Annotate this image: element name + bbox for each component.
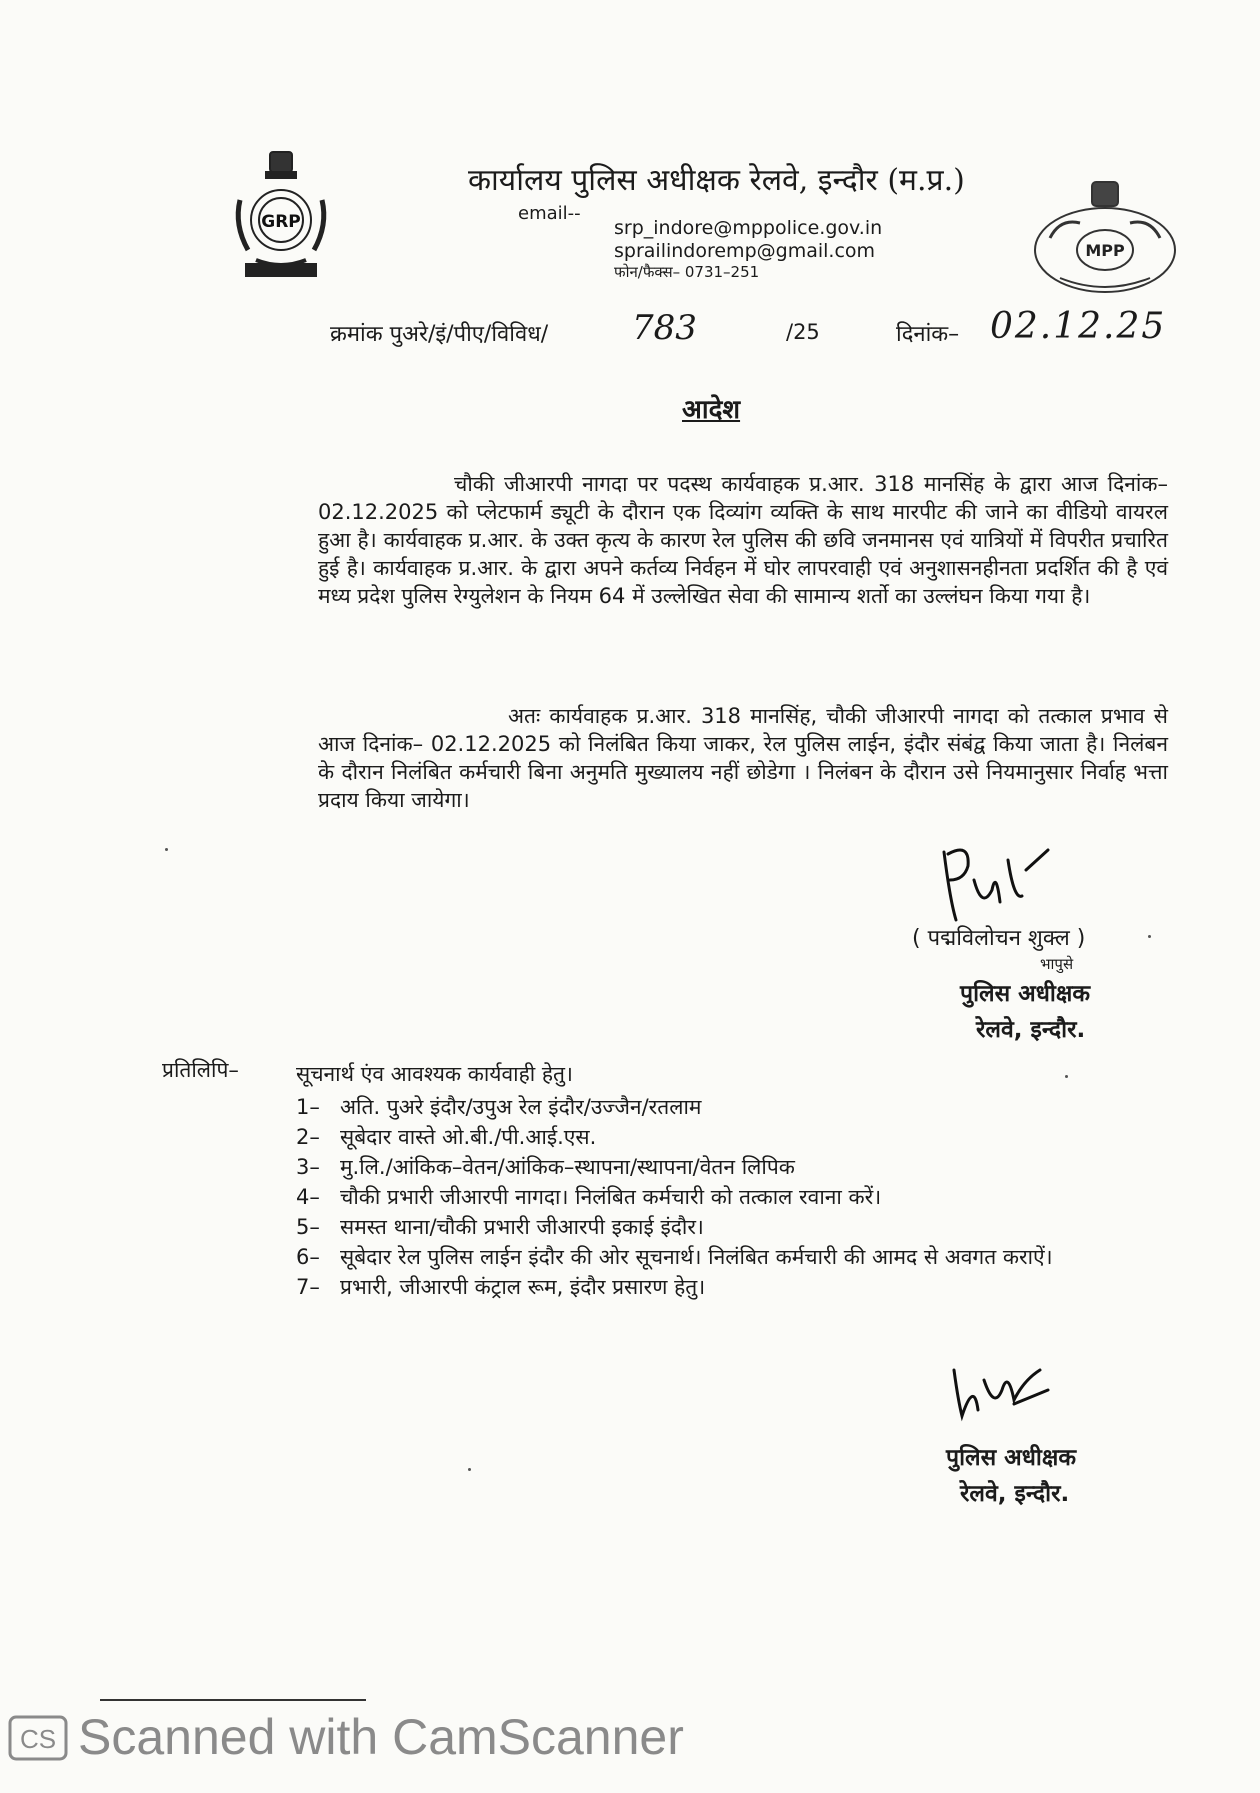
mpp-emblem-text: MPP (1085, 241, 1125, 260)
signatory-post-2: पुलिस अधीक्षक (946, 1445, 1076, 1471)
reference-prefix: क्रमांक पुअरे/इं/पीए/विविध/ (330, 322, 549, 347)
scan-speck (165, 848, 168, 851)
signatory-city-1: रेलवे, इन्दौर. (976, 1017, 1086, 1043)
scan-speck (1148, 935, 1151, 938)
reference-number: 783 (632, 308, 697, 348)
watermark-rule (100, 1699, 366, 1701)
list-item-text: मु.लि./आंकिक–वेतन/आंकिक–स्थापना/स्थापना/वेतन लिपिक (340, 1155, 795, 1179)
list-item-text: सूबेदार रेल पुलिस लाईन इंदौर की ओर सूचनार्थ। निलंबित कर्मचारी की आमद से अवगत कराऐं। (340, 1245, 1053, 1269)
office-title: कार्यालय पुलिस अधीक्षक रेलवे, इन्दौर (म.प्र.) (468, 163, 965, 198)
camscanner-logo-icon (8, 1715, 68, 1761)
copy-intro: सूचनार्थ एंव आवश्यक कार्यवाही हेतु। (296, 1062, 573, 1086)
list-item (296, 1182, 1116, 1212)
list-item (296, 1152, 1116, 1182)
signatory-name: ( पद्मविलोचन शुक्ल ) (912, 926, 1086, 951)
list-item (296, 1212, 1116, 1242)
scan-speck (1065, 1075, 1068, 1078)
email-address-1[interactable]: srp_indore@mppolice.gov.in (614, 217, 883, 239)
list-item-text: प्रभारी, जीआरपी कंट्राल रूम, इंदौर प्रसारण हेतु। (340, 1275, 706, 1299)
list-item (296, 1242, 1116, 1272)
order-title: आदेश (682, 395, 741, 425)
phone-fax: फोन/फैक्स– 0731–251 (614, 263, 760, 281)
list-item-number: 2– (296, 1125, 320, 1149)
list-item (296, 1122, 1116, 1152)
signatory-rank: भापुसे (1040, 955, 1074, 973)
list-item-number: 5– (296, 1215, 320, 1239)
body-paragraph-2: अतः कार्यवाहक प्र.आर. 318 मानसिंह, चौकी जीआरपी नागदा को तत्काल प्रभाव से आज दिनांक– 02.12.2025 को निलंबित किया जाकर, रेल पुलिस लाईन, इंदौर संबंद्व किया जाता है। निलंबन के दौरान निलंबित कर्मचारी बिना अनुमति मुख्यालय नहीं छोडेगा । निलंबन के दौरान उसे नियमानुसार निर्वाह भत्ता प्रदाय किया जायेगा। (318, 704, 1168, 812)
list-item-number: 1– (296, 1095, 320, 1119)
list-item-number: 6– (296, 1245, 320, 1269)
email-label: email-- (518, 203, 581, 224)
list-item-number: 4– (296, 1185, 320, 1209)
list-item (296, 1092, 1116, 1122)
reference-year: /25 (786, 320, 820, 344)
date-value: 02.12.25 (990, 306, 1167, 347)
copy-recipient-list (296, 1092, 1116, 1302)
mpp-emblem-icon (1030, 178, 1180, 298)
grp-emblem-icon (226, 150, 336, 280)
signature-scribble-1 (930, 840, 1070, 930)
list-item-text: सूबेदार वास्ते ओ.बी./पी.आई.एस. (340, 1125, 597, 1149)
list-item (296, 1272, 1116, 1302)
camscanner-watermark: Scanned with CamScanner (78, 1709, 684, 1765)
body-paragraph-1: चौकी जीआरपी नागदा पर पदस्थ कार्यवाहक प्र.आर. 318 मानसिंह के द्वारा आज दिनांक– 02.12.2025 को प्लेटफार्म ड्यूटी के दौरान एक दिव्यांग व्यक्ति के साथ मारपीट की जाने का वीडियो वायरल हुआ है। कार्यवाहक प्र.आर. के उक्त कृत्य के कारण रेल पुलिस की छवि जनमानस एवं यात्रियों में विपरीत प्रचारित हुई है। कार्यवाहक प्र.आर. के द्वारा अपने कर्तव्य निर्वहन में घोर लापरवाही एवं अनुशासनहीनता प्रदर्शित की है एवं मध्य प्रदेश पुलिस रेग्युलेशन के नियम 64 में उल्लेखित सेवा की सामान्य शर्तो का उल्लंघन किया गया है। (318, 472, 1168, 608)
list-item-text: समस्त थाना/चौकी प्रभारी जीआरपी इकाई इंदौर। (340, 1215, 704, 1239)
camscanner-logo-text: CS (19, 1724, 57, 1754)
list-item-text: चौकी प्रभारी जीआरपी नागदा। निलंबित कर्मचारी को तत्काल रवाना करें। (340, 1185, 882, 1209)
date-label: दिनांक– (896, 322, 960, 347)
copy-label: प्रतिलिपि– (162, 1058, 239, 1082)
list-item-number: 3– (296, 1155, 320, 1179)
grp-emblem-text: GRP (261, 212, 301, 232)
scan-speck (468, 1468, 471, 1471)
list-item-number: 7– (296, 1275, 320, 1299)
signature-scribble-2 (944, 1350, 1064, 1430)
signatory-city-2: रेलवे, इन्दौर. (960, 1481, 1070, 1507)
list-item-text: अति. पुअरे इंदौर/उपुअ रेल इंदौर/उज्जैन/रतलाम (340, 1095, 702, 1119)
signatory-post-1: पुलिस अधीक्षक (960, 981, 1090, 1007)
email-address-2[interactable]: sprailindoremp@gmail.com (614, 240, 876, 262)
